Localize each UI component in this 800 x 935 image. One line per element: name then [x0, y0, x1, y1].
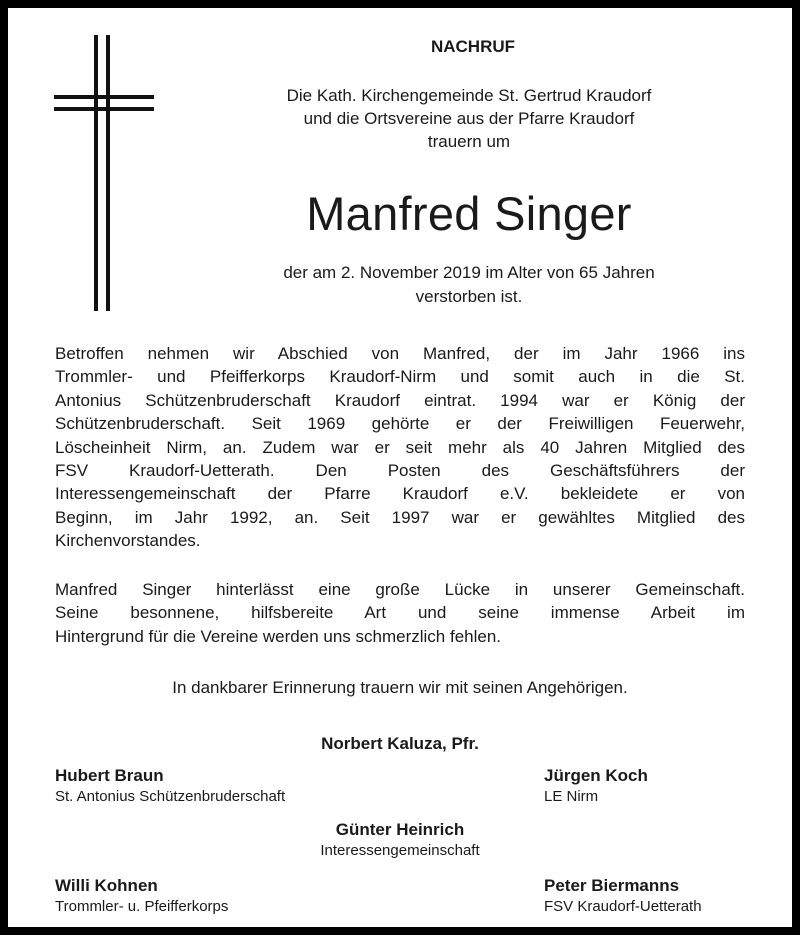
obituary-notice: [8, 8, 792, 927]
paragraph-line: Schützenbruderschaft. Seit 1969 gehörte er der Freiwilligen Feuerwehr,: [55, 414, 745, 434]
paragraph-line: Interessengemeinschaft der Pfarre Kraudorf e.V. bekleidete er von: [55, 484, 745, 504]
paragraph-line: Hintergrund für die Vereine werden uns schmerzlich fehlen.: [55, 626, 502, 646]
paragraph-line: Beginn, im Jahr 1992, an. Seit 1997 war er gewähltes Mitglied des: [55, 507, 745, 527]
paragraph-line: Manfred Singer hinterlässt eine große Lücke in unserer Gemeinschaft.: [55, 580, 745, 599]
paragraph-line: Kirchenvorstandes.: [55, 531, 201, 551]
intro-line: trauern um: [427, 132, 511, 151]
death-notice-line: der am 2. November 2019 im Alter von 65 Jahren: [283, 263, 655, 282]
signatory-role: LE Nirm: [544, 788, 599, 805]
tribute-paragraph-1: [55, 342, 745, 553]
signatory-juergen-koch: [544, 765, 648, 807]
signatory-guenter-heinrich: [200, 819, 600, 861]
paragraph-line: Seine besonnene, hilfsbereite Art und seine immense Arbeit im: [55, 603, 745, 623]
signatory-name: Hubert Braun: [55, 766, 164, 785]
notice-heading: NACHRUF: [430, 37, 516, 56]
signatory-name: Willi Kohnen: [55, 876, 158, 895]
signatory-peter-biermanns: [544, 875, 702, 917]
signatory-name: Jürgen Koch: [544, 766, 648, 785]
death-notice-line: verstorben ist.: [415, 287, 523, 306]
intro-line: und die Ortsvereine aus der Pfarre Kraudorf: [303, 109, 635, 128]
paragraph-line: Trommler- und Pfeifferkorps Kraudorf-Nirm und somit auch in die St.: [55, 367, 745, 387]
signatory-name: Peter Biermanns: [544, 876, 680, 895]
intro-text: [206, 84, 732, 153]
signatory-willi-kohnen: [55, 875, 228, 917]
cross-icon: [54, 35, 154, 311]
death-notice: [206, 261, 732, 309]
signatory-name: Günter Heinrich: [335, 820, 465, 839]
signatory-role: St. Antonius Schützenbruderschaft: [55, 788, 286, 805]
signatory-role: Trommler- u. Pfeifferkorps: [55, 898, 229, 915]
signatory-name: Norbert Kaluza, Pfr.: [321, 734, 479, 753]
signatory-pastor: [200, 733, 600, 755]
paragraph-line: Löscheinheit Nirm, an. Zudem war er seit mehr als 40 Jahren Mitglied des: [55, 437, 745, 457]
intro-line: Die Kath. Kirchengemeinde St. Gertrud Kraudorf: [286, 86, 652, 105]
signatory-role: Interessengemeinschaft: [320, 842, 480, 859]
signatory-hubert-braun: [55, 765, 285, 807]
paragraph-line: Antonius Schützenbruderschaft Kraudorf eintrat. 1994 war er König der: [55, 390, 745, 410]
closing-line: In dankbarer Erinnerung trauern wir mit seinen Angehörigen.: [172, 678, 628, 697]
paragraph-line: FSV Kraudorf-Uetterath. Den Posten des Geschäftsführers der: [55, 461, 745, 481]
paragraph-line: Betroffen nehmen wir Abschied von Manfred, der im Jahr 1966 ins: [55, 344, 745, 363]
deceased-name: Manfred Singer: [306, 187, 632, 240]
tribute-paragraph-2: [55, 578, 745, 648]
signatory-role: FSV Kraudorf-Uetterath: [544, 898, 702, 915]
